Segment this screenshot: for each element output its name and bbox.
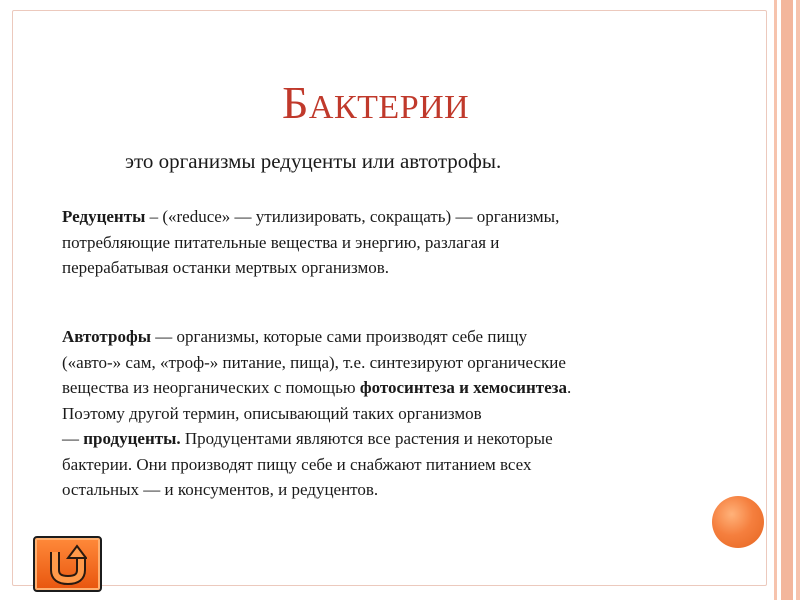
text-run: . [567, 378, 572, 397]
paragraph-reducers [62, 204, 742, 281]
slide-subtitle: это организмы редуценты или автотрофы. [125, 149, 502, 173]
text-line: бактерии. Они производят пищу себе и снабжают питанием всех [62, 454, 532, 474]
text-run: — [62, 429, 84, 448]
text-line: потребляющие питательные вещества и энергию, разлагая и [62, 232, 500, 252]
text-line: («авто-» сам, «троф-» питание, пища), т.е. синтезируют органические [62, 352, 566, 372]
text-line [62, 375, 742, 401]
term-autotrophs: Автотрофы [62, 327, 151, 346]
text-line: остальных — и консументов, и редуцентов. [62, 480, 379, 499]
text-line [62, 324, 742, 350]
text-run: — организмы, которые сами производят себе пищу [150, 327, 528, 346]
term-reducers: Редуценты [62, 207, 146, 226]
text-line: перерабатывая останки мертвых организмов. [62, 258, 390, 277]
decor-orb [712, 496, 764, 548]
text-run: – («reduce» — утилизировать, сокращать) — организмы, [145, 207, 560, 226]
back-button[interactable] [33, 536, 102, 592]
text-line [62, 204, 742, 230]
return-arrow-icon [49, 544, 87, 586]
title-initial: Б [282, 77, 309, 128]
text-line: Поэтому другой термин, описывающий таких организмов [62, 403, 482, 423]
decor-stripe [781, 0, 793, 600]
title-rest: АКТЕРИИ [308, 89, 470, 126]
text-run: Продуцентами являются все растения и некоторые [180, 429, 553, 448]
decor-stripe [774, 0, 777, 600]
text-run: вещества из неорганических с помощью [62, 378, 360, 397]
slide-title [282, 76, 469, 129]
text-line [62, 426, 742, 452]
paragraph-autotrophs [62, 324, 742, 503]
term-synthesis: фотосинтеза и хемосинтеза [359, 378, 567, 397]
term-producers: продуценты. [83, 429, 181, 448]
decor-stripe [796, 0, 800, 600]
